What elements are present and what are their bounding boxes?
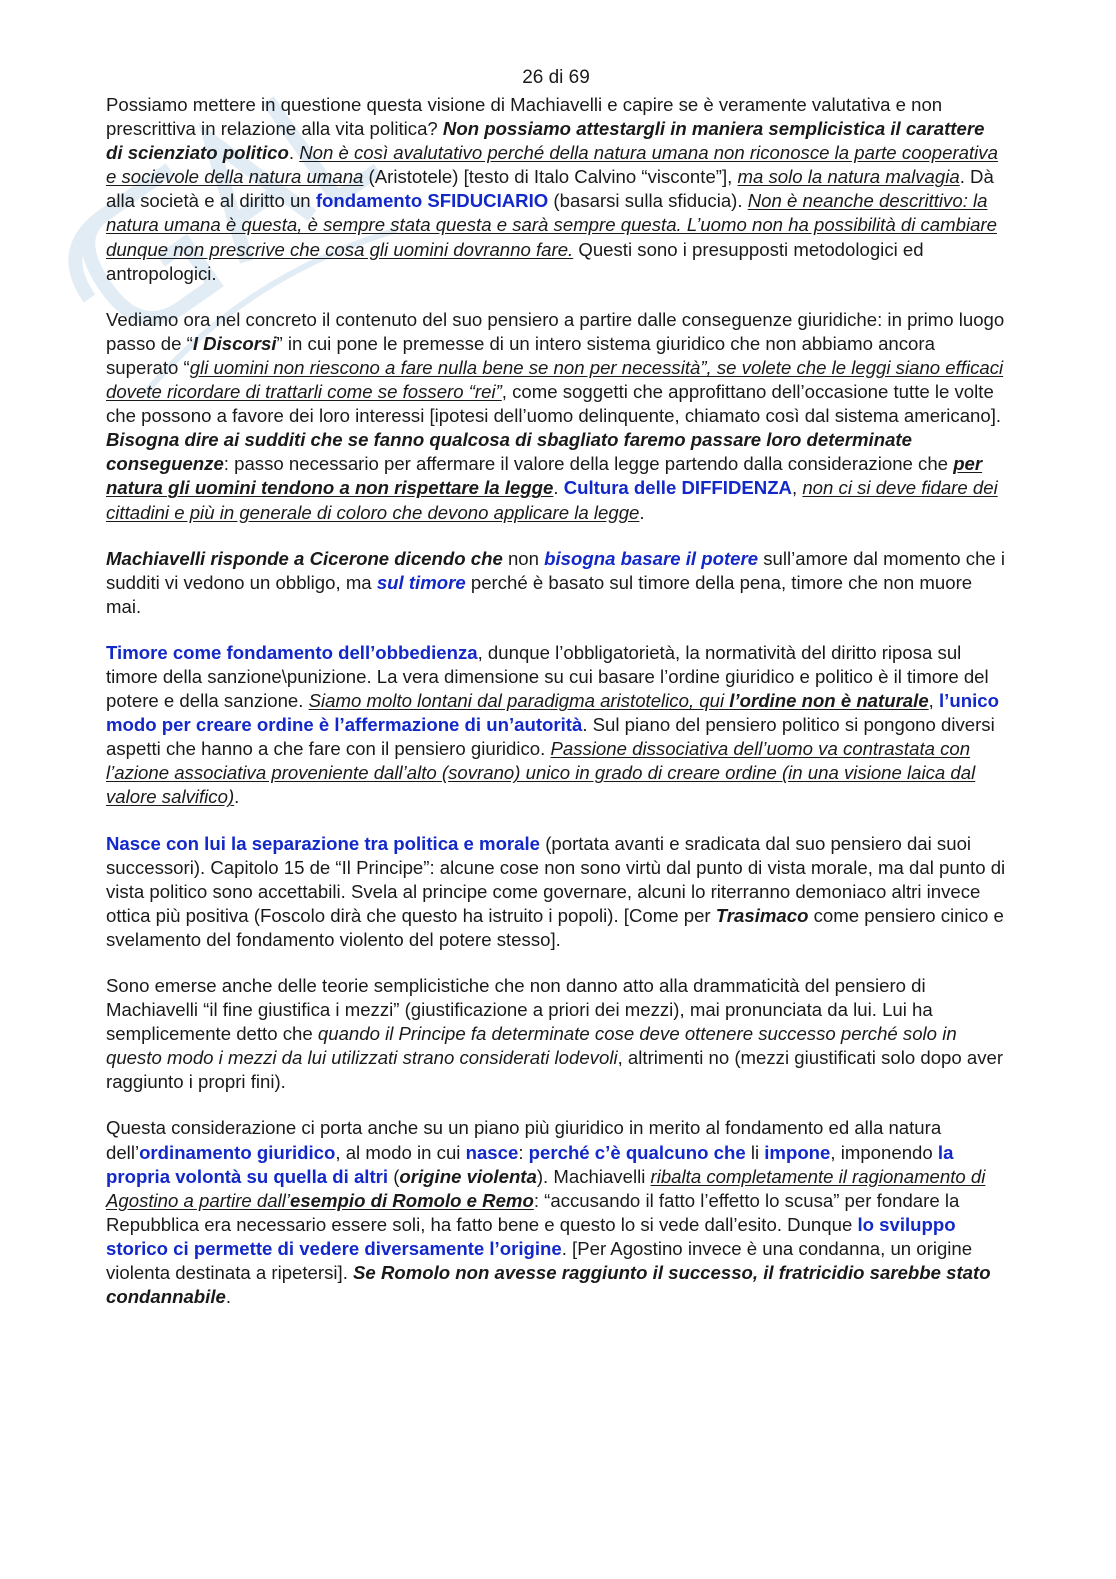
text-run: quando il Principe fa determinate cose deve ottenere successo perché solo in questo modo i mezzi da lui utilizzati strano considerati lodevoli [106,1023,957,1069]
text-run: Non possiamo attestargli in maniera semplicistica il carattere di scienziato politico [106,118,985,164]
text-run: Timore come fondamento dell’obbedienza [106,641,478,663]
text-run: Bisogna dire ai sudditi che se fanno qualcosa di sbagliato faremo passare loro determinate conseguenze [106,429,912,475]
text-run: . [Per Agostino invece è una condanna, un origine violenta destinata a ripetersi]. [106,1237,973,1284]
text-run: , dunque l’obbligatorietà, la normatività del diritto riposa sul timore della sanzione\punizione. La vera dimensione su cui basare l’ordine giuridico e politico è il timore del potere e della sanzione. [106,641,989,712]
text-run: Passione dissociativa dell’uomo va contrastata con l’azione associativa proveniente dall’alto (sovrano) unico in grado di creare ordine (in una visione laica dal valore salvifico) [106,738,976,808]
text-run: esempio di Romolo e Remo [289,1189,534,1211]
text-run: Sono emerse anche delle teorie semplicistiche che non danno atto alla drammaticità del pensiero di Machiavelli “il fine giustifica i mezzi” (giustificazione a priori dei mezzi), mai pronunciata da lui. Lui ha semplicemente detto che [106,975,933,1045]
paragraph-5 [106,832,1006,952]
text-run: lo sviluppo storico ci permette di vedere diversamente l’origine [106,1213,956,1259]
text-run: come pensiero cinico e svelamento del fondamento violento del potere stesso]. [106,904,1004,950]
text-run: . [288,142,300,164]
text-run: la propria volontà su quella di altri [106,1141,954,1187]
text-run: ordinamento giuridico [139,1141,336,1163]
text-run: non ci si deve fidare dei cittadini e più in generale di coloro che devono applicare la legge [106,477,998,523]
text-run: l’ordine non è naturale [729,690,929,712]
text-run: nasce [465,1141,519,1163]
text-run: ” in cui pone le premesse di un intero sistema giuridico che non abbiamo ancora superato “ [106,332,935,378]
paragraph-1 [106,93,1006,286]
text-run: (basarsi sulla sfiducia). [548,190,748,212]
text-run: fondamento SFIDUCIARIO [315,190,549,212]
text-run: Machiavelli risponde a Cicerone dicendo che [106,547,503,569]
text-run: , altrimenti no (mezzi giustificati solo dopo aver raggiunto i propri fini). [106,1047,1004,1093]
text-run: sull’amore dal momento che i sudditi vi vedono un obbligo, ma [106,547,1006,593]
text-run: Siamo molto lontani dal paradigma aristotelico, qui [308,690,730,712]
text-run: (Aristotele) [testo di Italo Calvino “visconte”], [363,166,738,188]
text-run: (portata avanti e sradicata dal suo pensiero dai suoi successori). Capitolo 15 de “Il Principe”: alcune cose non sono virtù dal punto di vista morale, ma dal punto di vista politico sono accettabili. Svela al principe come governare, alcuni lo riterranno demoniaco altri invece ottica più positiva (Foscolo dirà che questo ha istruito i popoli). [Come per [106,832,1006,926]
paragraph-4 [106,641,1006,810]
text-run: . Dà alla società e al diritto un [106,166,994,212]
document-page [106,66,1006,1331]
text-run: : passo necessario per affermare il valore della legge partendo dalla considerazione che [223,453,954,475]
text-run: Nasce con lui la separazione tra politica e morale [106,832,541,854]
text-run: non [502,547,545,569]
text-run: li [745,1141,765,1163]
text-run: perché è basato sul timore della pena, timore che non muore mai. [106,571,973,617]
text-run: Non è neanche descrittivo: la natura umana è questa, è sempre stata questa e sarà sempre questa. L’uomo non ha possibilità di cambiare dunque non prescrive che cosa gli uomini dovranno fare. [106,190,997,260]
text-run: Se Romolo non avesse raggiunto il successo, il fratricidio sarebbe stato condannabile [106,1262,991,1308]
text-run: . Sul piano del pensiero politico si pongono diversi aspetti che hanno a che fare con il pensiero giuridico. [106,714,995,760]
text-run: . [553,477,564,499]
text-run: bisogna basare il potere [544,547,759,569]
text-run: Vediamo ora nel concreto il contenuto del suo pensiero a partire dalle conseguenze giuridiche: in primo luogo passo de “ [106,308,1005,354]
text-run: Trasimaco [715,904,809,926]
text-run: Questi sono i presupposti metodologici ed antropologici. [106,238,924,284]
text-run: Possiamo mettere in questione questa visione di Machiavelli e capire se è veramente valutativa e non prescrittiva in relazione alla vita politica? [106,94,943,140]
text-run: , [928,690,940,712]
text-run: l’unico modo per creare ordine è l’affermazione di un’autorità [106,690,999,736]
text-run: per natura gli uomini tendono a non rispettare la legge [106,453,983,499]
paragraph-7 [106,1116,1006,1309]
text-run: Cultura delle DIFFIDENZA [563,477,792,499]
text-run: ma solo la natura malvagia [737,166,960,188]
text-run: Questa considerazione ci porta anche su un piano più giuridico in merito al fondamento ed alla natura dell’ [106,1117,942,1163]
text-run: impone [764,1141,831,1163]
text-run: . [234,786,240,808]
text-run: origine violenta [399,1165,537,1187]
text-run: gli uomini non riescono a fare nulla bene se non per necessità”, se volete che le leggi siano efficaci dovete ricordare di trattarli come se fossero “rei” [106,356,1004,403]
text-run: : “accusando il fatto l’effetto lo scusa” per fondare la Repubblica era necessario essere soli, ha fatto bene e questo lo si vede dall’esito. Dunque [106,1189,960,1235]
page-number: 26 di 69 [522,67,590,88]
text-run: : [518,1141,529,1163]
text-run: , imponendo [830,1141,938,1163]
text-run: Non è così avalutativo perché della natura umana non riconosce la parte cooperativa e socievole della natura umana [106,142,998,188]
text-run: sul timore [376,571,466,593]
text-run: . [639,501,645,523]
paragraph-2 [106,308,1006,525]
text-run: . [225,1286,232,1308]
text-run: perché c’è qualcuno che [528,1141,746,1163]
paragraph-6 [106,974,1006,1094]
paragraph-3 [106,547,1006,619]
text-run: ). Machiavelli [536,1165,651,1187]
text-run: ribalta completamente il ragionamento di Agostino a partire dall’ [106,1165,986,1211]
text-run: I Discorsi [192,332,277,354]
text-run: , al modo in cui [335,1141,466,1163]
text-run: , [792,477,803,499]
text-run: ( [388,1165,400,1187]
text-run: , come soggetti che approfittano dell’occasione tutte le volte che possono a favore dei loro interessi [ipotesi dell’uomo delinquente, chiamato così dal sistema americano]. [106,381,1002,427]
